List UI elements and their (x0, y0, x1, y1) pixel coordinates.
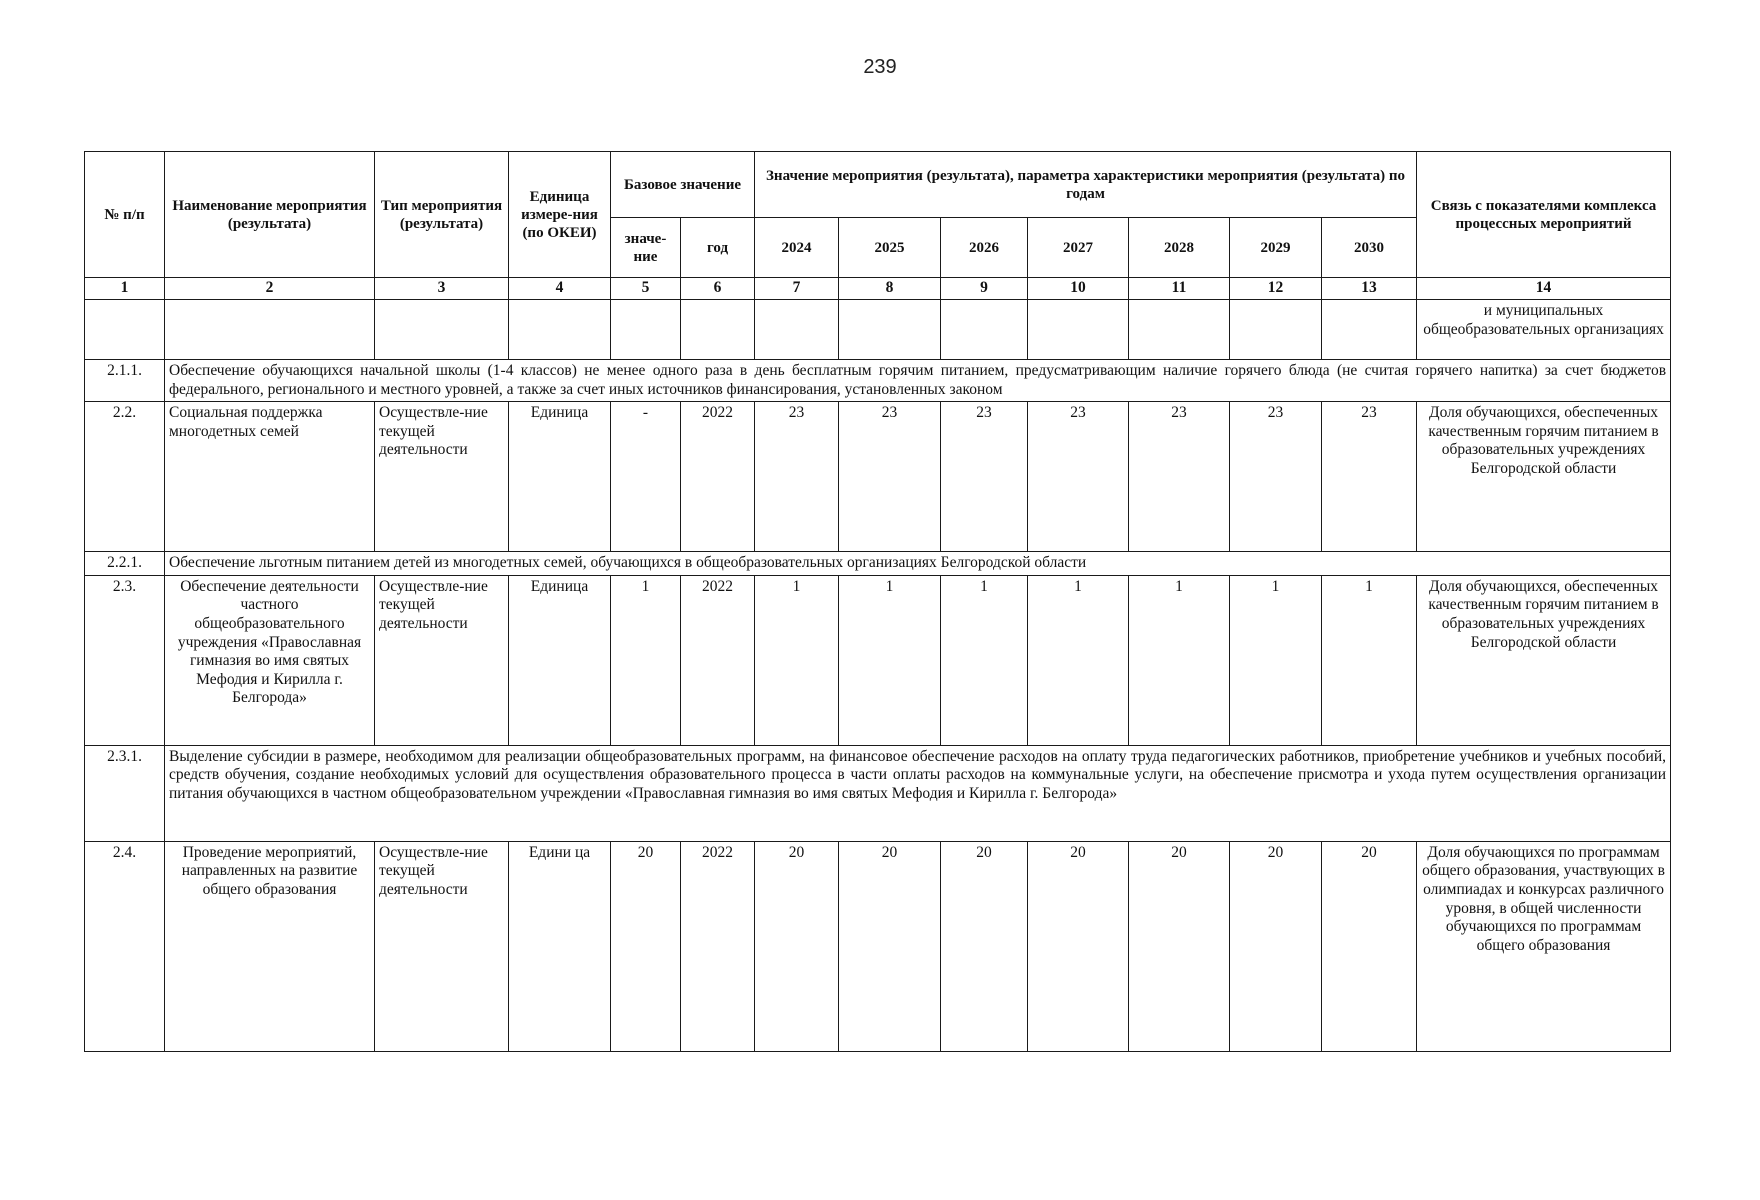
row-value-2026: 20 (941, 841, 1028, 1051)
row-num: 2.1.1. (85, 360, 165, 402)
header-base-year: год (681, 218, 755, 278)
row-type: Осуществле-ние текущей деятельности (375, 841, 509, 1051)
row-2-4 (85, 841, 1671, 1051)
row-text: Обеспечение льготным питанием детей из многодетных семей, обучающихся в общеобразовательных организациях Белгородской области (165, 552, 1671, 576)
empty-cell (755, 300, 839, 360)
column-number: 9 (941, 278, 1028, 300)
row-num: 2.4. (85, 841, 165, 1051)
row-unit: Едини ца (509, 841, 611, 1051)
row-value-2026: 1 (941, 575, 1028, 745)
row-value-2027: 23 (1028, 402, 1129, 552)
header-base-value: значе-ние (611, 218, 681, 278)
column-number: 5 (611, 278, 681, 300)
row-value-2029: 23 (1230, 402, 1322, 552)
empty-cell (1230, 300, 1322, 360)
column-number: 7 (755, 278, 839, 300)
row-base-year: 2022 (681, 402, 755, 552)
empty-cell (375, 300, 509, 360)
row-value-2027: 1 (1028, 575, 1129, 745)
row-num: 2.3. (85, 575, 165, 745)
row-type: Осуществле-ние текущей деятельности (375, 402, 509, 552)
column-number: 3 (375, 278, 509, 300)
row-value-2025: 23 (839, 402, 941, 552)
row-num: 2.2.1. (85, 552, 165, 576)
row-link: Доля обучающихся по программам общего образования, участвующих в олимпиадах и конкурсах различного уровня, в общей численности обучающихся по программам общего образования (1417, 841, 1671, 1051)
header-link: Связь с показателями комплекса процессных мероприятий (1417, 152, 1671, 278)
empty-cell (1028, 300, 1129, 360)
row-name: Проведение мероприятий, направленных на развитие общего образования (165, 841, 375, 1051)
header-year-2026: 2026 (941, 218, 1028, 278)
column-number: 8 (839, 278, 941, 300)
empty-cell (509, 300, 611, 360)
column-number: 4 (509, 278, 611, 300)
row-2-3 (85, 575, 1671, 745)
column-number: 12 (1230, 278, 1322, 300)
row-2-1-1 (85, 360, 1671, 402)
row-value-2029: 1 (1230, 575, 1322, 745)
empty-cell (1322, 300, 1417, 360)
header-values-title: Значение мероприятия (результата), параметра характеристики мероприятия (результата) по годам (755, 152, 1417, 218)
continued-row (85, 300, 1671, 360)
row-value-2028: 1 (1129, 575, 1230, 745)
header-year-2030: 2030 (1322, 218, 1417, 278)
empty-cell (1129, 300, 1230, 360)
page-number: 239 (863, 56, 897, 78)
empty-cell (681, 300, 755, 360)
column-number: 14 (1417, 278, 1671, 300)
empty-cell (85, 300, 165, 360)
row-base-value: 20 (611, 841, 681, 1051)
header-year-2025: 2025 (839, 218, 941, 278)
row-value-2026: 23 (941, 402, 1028, 552)
row-link: Доля обучающихся, обеспеченных качественным горячим питанием в образовательных учреждениях Белгородской области (1417, 402, 1671, 552)
row-value-2030: 1 (1322, 575, 1417, 745)
row-num: 2.2. (85, 402, 165, 552)
row-2-3-1 (85, 745, 1671, 841)
row-type: Осуществле-ние текущей деятельности (375, 575, 509, 745)
row-link: Доля обучающихся, обеспеченных качественным горячим питанием в образовательных учреждениях Белгородской области (1417, 575, 1671, 745)
row-value-2024: 1 (755, 575, 839, 745)
column-number: 13 (1322, 278, 1417, 300)
row-value-2028: 20 (1129, 841, 1230, 1051)
row-unit: Единица (509, 575, 611, 745)
measures-table (84, 151, 1671, 1052)
row-value-2024: 20 (755, 841, 839, 1051)
row-base-year: 2022 (681, 575, 755, 745)
row-name: Социальная поддержка многодетных семей (165, 402, 375, 552)
row-value-2028: 23 (1129, 402, 1230, 552)
empty-cell (941, 300, 1028, 360)
row-value-2027: 20 (1028, 841, 1129, 1051)
continued-link: и муниципальных общеобразовательных организациях (1417, 300, 1671, 360)
header-year-2028: 2028 (1129, 218, 1230, 278)
row-2-2 (85, 402, 1671, 552)
header-year-2024: 2024 (755, 218, 839, 278)
column-number: 1 (85, 278, 165, 300)
header-unit: Единица измере-ния (по ОКЕИ) (509, 152, 611, 278)
header-num: № п/п (85, 152, 165, 278)
row-name: Обеспечение деятельности частного общеобразовательного учреждения «Православная гимназия во имя святых Мефодия и Кирилла г. Белгорода» (165, 575, 375, 745)
header-year-2029: 2029 (1230, 218, 1322, 278)
row-num: 2.3.1. (85, 745, 165, 841)
row-value-2025: 1 (839, 575, 941, 745)
row-value-2029: 20 (1230, 841, 1322, 1051)
row-value-2024: 23 (755, 402, 839, 552)
row-value-2030: 23 (1322, 402, 1417, 552)
header-year-2027: 2027 (1028, 218, 1129, 278)
column-numbers-row (85, 278, 1671, 300)
header-name: Наименование мероприятия (результата) (165, 152, 375, 278)
row-value-2025: 20 (839, 841, 941, 1051)
empty-cell (165, 300, 375, 360)
column-number: 2 (165, 278, 375, 300)
column-number: 6 (681, 278, 755, 300)
header-row-1 (85, 152, 1671, 218)
row-value-2030: 20 (1322, 841, 1417, 1051)
row-unit: Единица (509, 402, 611, 552)
header-base: Базовое значение (611, 152, 755, 218)
column-number: 11 (1129, 278, 1230, 300)
row-base-value: 1 (611, 575, 681, 745)
header-type: Тип мероприятия (результата) (375, 152, 509, 278)
row-text: Выделение субсидии в размере, необходимом для реализации общеобразовательных программ, на финансовое обеспечение расходов на оплату труда педагогических работников, приобретение учебников и учебных пособий, средств обучения, создание необходимых условий для осуществления образовательного процесса в части оплаты расходов на коммунальные услуги, на обеспечение присмотра и ухода путем осуществления организации питания обучающихся в частном общеобразовательном учреждении «Православная гимназия во имя святых Мефодия и Кирилла г. Белгорода» (165, 745, 1671, 841)
row-base-year: 2022 (681, 841, 755, 1051)
row-2-2-1 (85, 552, 1671, 576)
column-number: 10 (1028, 278, 1129, 300)
row-base-value: - (611, 402, 681, 552)
row-text: Обеспечение обучающихся начальной школы (1-4 классов) не менее одного раза в день бесплатным горячим питанием, предусматривающим наличие горячего блюда (не считая горячего напитка) за счет бюджетов федерального, регионального и местного уровней, а также за счет иных источников финансирования, установленных законом (165, 360, 1671, 402)
empty-cell (839, 300, 941, 360)
empty-cell (611, 300, 681, 360)
